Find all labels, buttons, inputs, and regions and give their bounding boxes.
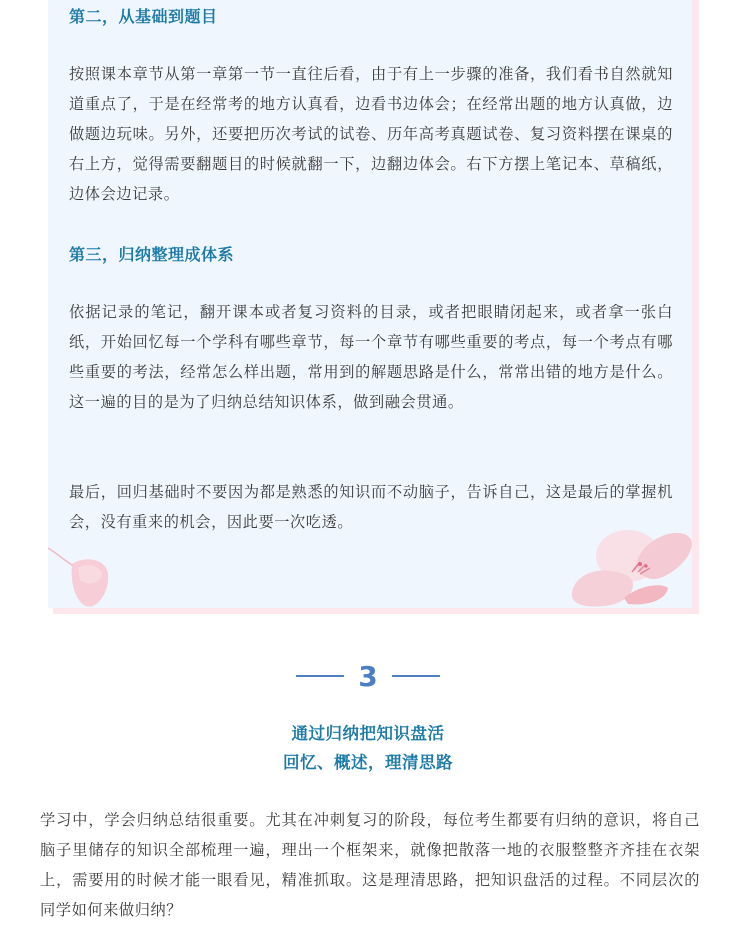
section-number-divider: [0, 656, 736, 696]
section2-heading: 第二，从基础到题目: [69, 7, 218, 26]
divider-line-right: [392, 675, 440, 677]
cherry-blossom-flower-right-icon: [568, 520, 692, 608]
section-body-paragraph: 学习中，学会归纳总结很重要。尤其在冲刺复习的阶段，每位考生都要有归纳的意识，将自己脑子里储存的知识全部梳理一遍，理出一个框架来，就像把散落一地的衣服整整齐齐挂在衣架上，需要用的时候才能一眼看见，精准抓取。这是理清思路，把知识盘活的过程。不同层次的同学如何来做归纳？: [40, 811, 700, 919]
divider-line-left: [296, 675, 344, 677]
section-title-line2: 回忆、概述，理清思路: [283, 753, 453, 772]
section3-heading: 第三，归纳整理成体系: [69, 245, 235, 264]
cherry-blossom-petal-left-icon: [48, 540, 128, 608]
tips-card: [48, 0, 692, 608]
section-title-line1: 通过归纳把知识盘活: [291, 724, 445, 743]
section-number: 3: [358, 659, 378, 693]
section2-paragraph: 按照课本章节从第一章第一节一直往后看，由于有上一步骤的准备，我们看书自然就知道重点了，于是在经常考的地方认真看，边看书边体会；在经常出题的地方认真做，边做题边玩味。另外，还要把历次考试的试卷、历年高考真题试卷、复习资料摆在课桌的右上方，觉得需要翻题目的时候就翻一下，边翻边体会。右下方摆上笔记本、草稿纸，边体会边记录。: [69, 65, 673, 203]
section3-paragraph: 依据记录的笔记，翻开课本或者复习资料的目录，或者把眼睛闭起来，或者拿一张白纸，开始回忆每一个学科有哪些章节，每一个章节有哪些重要的考点，每一个考点有哪些重要的考法，经常怎么样出题，常用到的解题思路是什么，常常出错的地方是什么。这一遍的目的是为了归纳总结知识体系，做到融会贯通。: [69, 303, 673, 411]
closing-paragraph: 最后，回归基础时不要因为都是熟悉的知识而不动脑子，告诉自己，这是最后的掌握机会，没有重来的机会，因此要一次吃透。: [69, 483, 673, 531]
